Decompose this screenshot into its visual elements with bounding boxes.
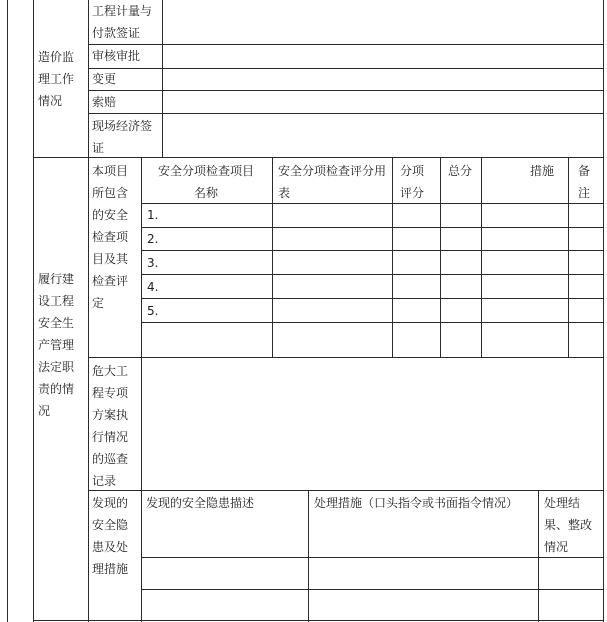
- inspection-row-line: [141, 227, 603, 228]
- inspection-row-line: [141, 250, 603, 251]
- inspection-col-line: [272, 157, 273, 357]
- row-line: [88, 90, 603, 91]
- hazards-col-line: [308, 490, 309, 622]
- inspection-row-line: [141, 274, 603, 275]
- hazards-col-line: [141, 490, 142, 622]
- header-item-score: 分项 评分: [400, 164, 425, 200]
- row-number: 5.: [147, 304, 159, 318]
- header-handling-measures: 处理措施（口头指令或书面指令情况）: [314, 496, 519, 510]
- header-score-table: 安全分项检查评分用 表: [278, 164, 387, 200]
- hazards-col-line: [538, 490, 539, 622]
- row-number: 3.: [147, 256, 159, 270]
- table-divider-heading: [33, 0, 34, 622]
- safety-section-heading: 履行建 设工程 安全生 产管理 法定职 责的情 况: [38, 272, 75, 418]
- cost-row-label-measurement: 工程计量与 付款签证: [92, 4, 153, 40]
- hazards-row-line: [141, 589, 603, 590]
- table-border-left: [7, 0, 8, 622]
- row-number: 2.: [147, 232, 159, 246]
- inspection-bottom-line: [88, 357, 603, 358]
- row-number: 1.: [147, 208, 159, 222]
- inspection-col-line: [481, 157, 482, 357]
- inspection-row-line: [141, 298, 603, 299]
- row-number: 4.: [147, 280, 159, 294]
- table-divider-label: [88, 0, 89, 622]
- header-item-name: 安全分项检查项目 名称: [157, 164, 254, 200]
- cost-row-label-change: 变更: [92, 72, 117, 86]
- bottom-line: [33, 620, 603, 621]
- inspection-row-line: [141, 322, 603, 323]
- inspection-col-line: [440, 157, 441, 357]
- inspection-label: 本项目 所包含 的安全 检查项 目及其 检查评 定: [92, 164, 129, 310]
- inspection-col-line: [568, 157, 569, 357]
- header-measures: 措施: [530, 164, 555, 178]
- table-border-right: [603, 0, 604, 622]
- cost-section-heading: 造价监 理工作 情况: [38, 50, 75, 108]
- inspection-col-line: [141, 157, 142, 357]
- header-hazard-description: 发现的安全隐患描述: [146, 496, 255, 510]
- dangerous-works-bottom-line: [88, 490, 603, 491]
- dangerous-works-col-line: [141, 357, 142, 490]
- table-divider-value: [162, 0, 163, 157]
- hazards-row-line: [141, 557, 603, 558]
- cost-row-label-review: 审核审批: [92, 49, 141, 63]
- header-remarks: 备 注: [578, 164, 591, 200]
- cost-row-label-onsite-visa: 现场经济签 证: [92, 119, 153, 155]
- header-total: 总分: [448, 164, 473, 178]
- dangerous-works-label: 危大工 程专项 方案执 行情况 的巡查 记录: [92, 364, 129, 488]
- row-line: [88, 68, 603, 69]
- cost-row-label-claims: 索赔: [92, 95, 117, 109]
- header-handling-result: 处理结 果、整改 情况: [544, 496, 593, 554]
- row-line: [88, 44, 603, 45]
- hazards-label: 发现的 安全隐 患及处 理措施: [92, 496, 129, 576]
- row-line: [88, 113, 603, 114]
- inspection-col-line: [392, 157, 393, 357]
